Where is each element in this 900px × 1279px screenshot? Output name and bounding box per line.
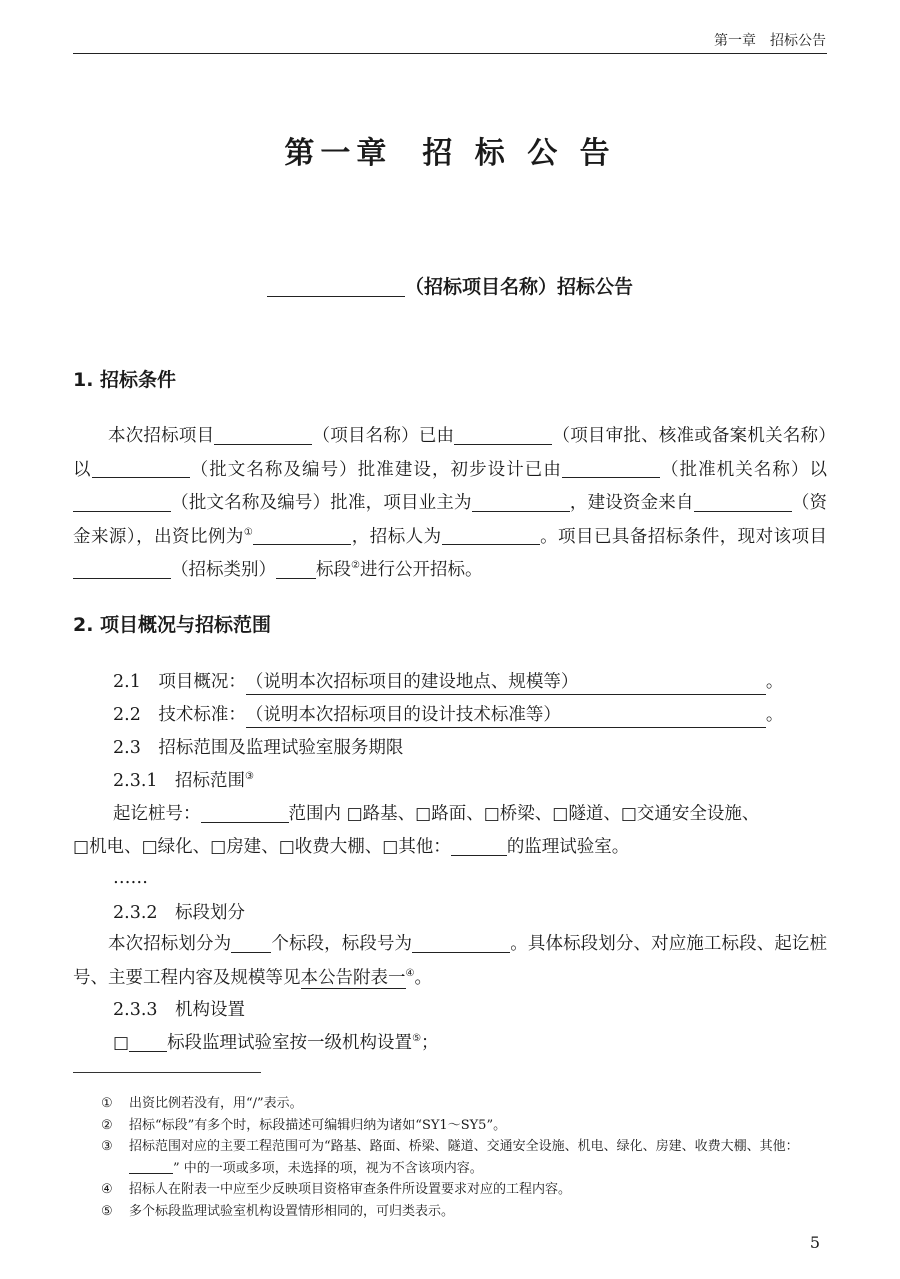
scope-line-1 — [113, 802, 873, 826]
text-run: 机电 — [89, 837, 125, 857]
blank — [73, 559, 171, 578]
item-label: 2.3.1 招标范围 — [113, 771, 246, 791]
checkbox[interactable]: □ — [73, 837, 90, 857]
text-run: 标段监理试验室按一级机构设置 — [167, 1033, 413, 1053]
blank — [442, 526, 540, 545]
blank — [454, 425, 552, 444]
item-text: （说明本次招标项目的建设地点、规模等） — [245, 672, 579, 692]
text-run: 。项目已具备招标条件，现对该项目 — [539, 526, 828, 547]
footnote-mark: ② — [101, 1117, 113, 1133]
footnote-ref: ④ — [405, 967, 415, 979]
checkbox[interactable]: □ — [141, 837, 158, 857]
checkbox[interactable]: □ — [278, 837, 295, 857]
text-run: 的监理试验室。 — [506, 837, 630, 857]
footnote-mark: ⑤ — [101, 1203, 113, 1219]
scope-line-2 — [73, 835, 833, 859]
text-run: （批文名称及编号）批准建设，初步设计已由 — [189, 459, 562, 480]
footnotes — [73, 1093, 827, 1222]
project-name-blank — [267, 276, 405, 297]
footnote-text — [129, 1136, 827, 1179]
blank — [92, 459, 190, 478]
blank — [253, 526, 351, 545]
text-run: ，招标人为 — [351, 526, 442, 547]
text-run: 、 — [534, 804, 553, 824]
notice-title — [0, 272, 900, 299]
text-run: 。 — [414, 967, 432, 988]
text-run: ； — [421, 1033, 439, 1053]
checkbox[interactable]: □ — [620, 804, 637, 824]
section1-paragraph — [73, 420, 827, 588]
item-2-1 — [113, 670, 873, 695]
footnote-text: 出资比例若没有，用“/”表示。 — [129, 1096, 303, 1111]
text-run: （批文名称及编号）批准，项目业主为 — [171, 493, 472, 513]
text-run: 范围内 — [288, 804, 341, 824]
text-run: （招标类别） — [171, 560, 276, 580]
footnote-3 — [73, 1136, 827, 1179]
annex-reference: 本公告附表一 — [300, 967, 406, 988]
footnote-text: 招标人在附表一中应至少反映项目资格审查条件所设置要求对应的工程内容。 — [129, 1182, 572, 1197]
text-run: 、 — [364, 837, 383, 857]
blank — [412, 933, 510, 952]
item-blank — [246, 670, 766, 695]
section-heading-2: 2. 项目概况与招标范围 — [73, 614, 272, 636]
section-heading-1: 1. 招标条件 — [73, 369, 177, 391]
text-run: （资金来源），出资比例为 — [73, 493, 828, 547]
item-2-3: 2.3 招标范围及监理试验室服务期限 — [113, 738, 404, 758]
text-run: ” 中的一项或多项，未选择的项，视为不含该项内容。 — [173, 1160, 483, 1176]
item-label: 2.1 项目概况： — [113, 672, 246, 692]
text-run: 。 — [765, 672, 784, 692]
text-run: 进行公开招标。 — [359, 560, 483, 580]
footnote-5 — [73, 1201, 827, 1223]
footnote-1 — [73, 1093, 827, 1115]
blank — [276, 559, 316, 578]
footnote-ref: ① — [243, 526, 254, 538]
text-run: 。 — [765, 705, 784, 725]
footnote-4 — [73, 1179, 827, 1201]
text-run: 交通安全设施 — [636, 804, 742, 824]
text-run: 、 — [192, 837, 211, 857]
checkbox[interactable]: □ — [483, 804, 500, 824]
blank — [201, 803, 289, 822]
text-run: 其他： — [398, 837, 451, 857]
item-blank — [246, 703, 766, 728]
blank — [562, 459, 660, 478]
blank — [129, 1032, 167, 1051]
text-run: 标段 — [316, 560, 351, 580]
text-run: 路面 — [431, 804, 467, 824]
text-run: 起讫桩号： — [113, 804, 201, 824]
footnote-mark: ④ — [101, 1182, 113, 1197]
text-run: 本次招标划分为 — [108, 934, 232, 954]
footnote-mark: ① — [101, 1096, 113, 1111]
text-run: 、 — [603, 804, 621, 824]
item-label: 2.2 技术标准： — [113, 705, 246, 725]
text-run: 、 — [466, 804, 484, 824]
text-run: 、 — [124, 837, 142, 857]
blank — [231, 933, 271, 952]
item-2-2 — [113, 703, 873, 728]
running-header: 第一章 招标公告 — [714, 33, 826, 49]
item-2-3-1 — [113, 769, 873, 793]
text-run: 、 — [741, 804, 760, 824]
item-2-3-3: 2.3.3 机构设置 — [113, 1000, 246, 1020]
blank — [451, 836, 507, 855]
blank — [129, 1160, 173, 1175]
item-2-3-2: 2.3.2 标段划分 — [113, 903, 246, 923]
checkbox[interactable]: □ — [382, 837, 399, 857]
text-run: 收费大棚 — [294, 837, 365, 857]
page-number: 5 — [809, 1233, 820, 1252]
footnote-ref: ② — [351, 560, 360, 571]
division-paragraph — [73, 928, 827, 995]
text-run: 隧道 — [568, 804, 604, 824]
text-run: 招标范围对应的主要工程范围可为“路基、路面、桥梁、隧道、交通安全设施、机电、绿化、房建、收费大棚、其他： — [129, 1139, 799, 1154]
checkbox[interactable]: □ — [415, 804, 432, 824]
checkbox[interactable]: □ — [552, 804, 569, 824]
ellipsis: …… — [113, 868, 148, 888]
footnote-ref: ⑤ — [412, 1033, 422, 1044]
checkbox[interactable]: □ — [210, 837, 227, 857]
text-run: （批准机关名称）以 — [659, 459, 828, 480]
text-run: 房建 — [226, 837, 262, 857]
blank — [694, 492, 792, 511]
blank — [73, 492, 171, 511]
item-text: （说明本次招标项目的设计技术标准等） — [245, 705, 561, 725]
text-run: 、 — [397, 804, 416, 824]
text-run: 路基 — [362, 804, 398, 824]
text-run: 个标段，标段号为 — [271, 934, 413, 954]
footnote-text: 招标“标段”有多个时，标段描述可编辑归纳为诸如“SY1～SY5”。 — [129, 1117, 507, 1133]
footnote-rule — [73, 1072, 261, 1073]
text-run: ，建设资金来自 — [569, 493, 694, 513]
text-run: （项目审批、核准或备案机关名称）以 — [73, 426, 828, 480]
header-rule — [73, 53, 827, 54]
text-run: 。具体标段划分、对应施工标段、起讫桩号、主要工程内容及规模等见 — [73, 934, 828, 988]
chapter-number: 第一章 — [284, 136, 393, 171]
footnote-2 — [73, 1115, 827, 1137]
notice-title-text: （招标项目名称）招标公告 — [404, 276, 633, 298]
text-run: 绿化 — [157, 837, 193, 857]
footnote-text: 多个标段监理试验室机构设置情形相同的，可归类表示。 — [129, 1203, 455, 1219]
org-line — [113, 1031, 873, 1055]
text-run: （项目名称）已由 — [312, 426, 455, 446]
text-run: 、 — [261, 837, 279, 857]
checkbox[interactable]: □ — [113, 1033, 130, 1053]
footnote-mark: ③ — [101, 1139, 113, 1154]
text-run: 本次招标项目 — [108, 426, 215, 446]
checkbox[interactable]: □ — [346, 804, 363, 824]
text-run: 桥梁 — [499, 804, 535, 824]
blank — [472, 492, 570, 511]
chapter-name: 招 标 公 告 — [422, 136, 616, 171]
blank — [214, 425, 312, 444]
chapter-title — [0, 128, 900, 172]
footnote-ref: ③ — [245, 771, 254, 782]
